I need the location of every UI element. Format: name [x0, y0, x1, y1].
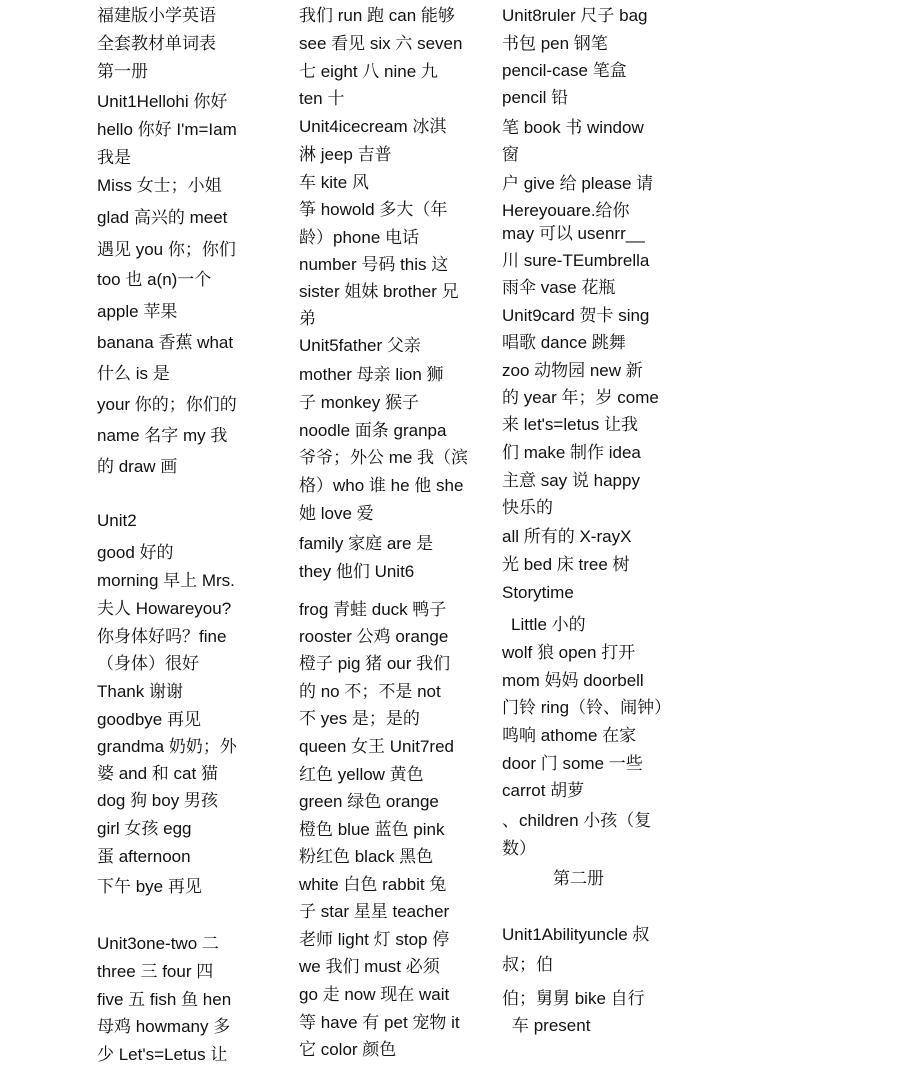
text-line: wolf 狼 open 打开 [502, 643, 636, 662]
text-line: queen 女王 Unit7red [299, 737, 454, 756]
text-line: 的 draw 画 [97, 457, 178, 476]
text-line: 子 monkey 猴子 [299, 393, 419, 412]
text-line: 窗 [502, 145, 519, 164]
text-line: 蛋 afternoon [97, 847, 191, 866]
text-line: 门铃 ring（铃、闹钟） [502, 698, 672, 717]
text-line: pencil-case 笔盒 [502, 61, 627, 80]
text-line: Unit1Abilityuncle 叔 [502, 925, 650, 944]
text-line: 少 Let's=Letus 让 [97, 1045, 228, 1064]
text-line: 七 eight 八 nine 九 [299, 62, 438, 81]
text-line: Little 小的 [511, 615, 586, 634]
text-line: 等 have 有 pet 宠物 it [299, 1013, 460, 1032]
text-line: 书包 pen 钢笔 [502, 34, 608, 53]
text-line: name 名字 my 我 [97, 426, 228, 445]
text-line: Unit2 [97, 511, 137, 530]
text-line: 爷爷；外公 me 我（滨 [299, 448, 469, 467]
text-line: number 号码 this 这 [299, 255, 449, 274]
text-line: 川 sure-TEumbrella [502, 251, 650, 270]
text-line: Unit1Hellohi 你好 [97, 92, 228, 111]
text-line: 婆 and 和 cat 猫 [97, 764, 218, 783]
text-line: girl 女孩 egg [97, 819, 192, 838]
text-line: 你身体好吗？fine [97, 627, 227, 646]
text-line: dog 狗 boy 男孩 [97, 791, 218, 810]
text-line: 车 kite 风 [299, 173, 369, 192]
text-line: 雨伞 vase 花瓶 [502, 278, 616, 297]
text-line: Unit5father 父亲 [299, 336, 421, 355]
text-line: apple 苹果 [97, 302, 178, 321]
text-line: Unit8ruler 尺子 bag [502, 6, 648, 25]
text-line: sister 姐妹 brother 兄 [299, 282, 459, 301]
text-line: 的 no 不；不是 not [299, 682, 441, 701]
text-line: 、children 小孩（复 [502, 811, 652, 830]
text-line: 户 give 给 please 请 [502, 174, 654, 193]
text-line: rooster 公鸡 orange [299, 627, 449, 646]
text-line: go 走 now 现在 wait [299, 985, 450, 1004]
text-line: 叔；伯 [502, 955, 553, 974]
text-line: three 三 four 四 [97, 962, 214, 981]
text-line: 淋 jeep 吉普 [299, 145, 392, 164]
text-line: too 也 a(n)一个 [97, 270, 212, 289]
text-line: zoo 动物园 new 新 [502, 361, 643, 380]
text-line: 全套教材单词表 [97, 34, 216, 53]
text-line: 鸣响 athome 在家 [502, 726, 637, 745]
text-line: may 可以 usenrr__ [502, 224, 645, 243]
text-line: door 门 some 一些 [502, 754, 643, 773]
text-line: Unit4icecream 冰淇 [299, 117, 447, 136]
text-line: 数） [502, 839, 536, 858]
text-line: 笔 book 书 window [502, 118, 644, 137]
text-line: all 所有的 X-rayX [502, 527, 632, 546]
text-line: frog 青蛙 duck 鸭子 [299, 600, 447, 619]
text-line: 们 make 制作 idea [502, 443, 641, 462]
text-line: your 你的；你们的 [97, 395, 237, 414]
text-line: （身体）很好 [97, 654, 199, 673]
text-line: 它 color 颜色 [299, 1040, 397, 1059]
text-line: carrot 胡萝 [502, 781, 585, 800]
text-line: 不 yes 是；是的 [299, 709, 420, 728]
text-line: 车 present [512, 1016, 591, 1035]
text-line: 老师 light 灯 stop 停 [299, 930, 450, 949]
text-line: 光 bed 床 tree 树 [502, 555, 630, 574]
text-line: 第一册 [97, 62, 148, 81]
text-line: 我们 run 跑 can 能够 [299, 6, 455, 25]
text-line: 下午 bye 再见 [97, 877, 202, 896]
text-line: 主意 say 说 happy [502, 471, 640, 490]
text-line: hello 你好 I'm=Iam [97, 120, 237, 139]
text-line: family 家庭 are 是 [299, 534, 434, 553]
text-line: Unit9card 贺卡 sing [502, 306, 650, 325]
text-line: Unit3one-two 二 [97, 934, 219, 953]
text-line: Hereyouare.给你 [502, 201, 630, 220]
text-line: 格）who 谁 he 他 she [299, 476, 464, 495]
text-line: 弟 [299, 309, 316, 328]
text-line: 快乐的 [502, 498, 553, 517]
text-line: mother 母亲 lion 狮 [299, 365, 444, 384]
text-line: 唱歌 dance 跳舞 [502, 333, 626, 352]
text-line: Miss 女士；小姐 [97, 176, 222, 195]
text-line: ten 十 [299, 89, 345, 108]
text-line: 遇见 you 你；你们 [97, 240, 236, 259]
text-line: green 绿色 orange [299, 792, 439, 811]
text-line: white 白色 rabbit 兔 [299, 875, 447, 894]
text-line: banana 香蕉 what [97, 333, 234, 352]
text-line: 粉红色 black 黑色 [299, 847, 434, 866]
text-line: 筝 howold 多大（年 [299, 200, 448, 219]
text-line: 橙色 blue 蓝色 pink [299, 820, 445, 839]
text-line: goodbye 再见 [97, 710, 201, 729]
text-line: 伯；舅舅 bike 自行 [502, 989, 645, 1008]
text-line: 第二册 [553, 869, 604, 888]
text-line: 什么 is 是 [97, 364, 170, 383]
text-line: five 五 fish 鱼 hen [97, 990, 232, 1009]
text-line: 的 year 年；岁 come [502, 388, 659, 407]
text-line: we 我们 must 必须 [299, 957, 440, 976]
text-line: 夫人 Howareyou? [97, 599, 232, 618]
text-line: 来 let's=letus 让我 [502, 415, 638, 434]
text-line: 龄）phone 电话 [299, 228, 419, 247]
text-line: pencil 铅 [502, 88, 569, 107]
text-line: 红色 yellow 黄色 [299, 765, 424, 784]
text-line: glad 高兴的 meet [97, 208, 228, 227]
text-line: they 他们 Unit6 [299, 562, 415, 581]
text-line: grandma 奶奶；外 [97, 737, 237, 756]
text-line: 子 star 星星 teacher [299, 902, 450, 921]
text-line: 福建版小学英语 [97, 6, 216, 25]
text-line: noodle 面条 granpa [299, 421, 447, 440]
text-line: see 看见 six 六 seven [299, 34, 463, 53]
text-line: 橙子 pig 猪 our 我们 [299, 654, 451, 673]
text-line: Storytime [502, 583, 574, 602]
text-line: good 好的 [97, 543, 174, 562]
text-line: 我是 [97, 148, 131, 167]
text-line: 母鸡 howmany 多 [97, 1017, 231, 1036]
text-line: morning 早上 Mrs. [97, 571, 235, 590]
text-line: 她 love 爱 [299, 504, 374, 523]
text-line: Thank 谢谢 [97, 682, 183, 701]
text-line: mom 妈妈 doorbell [502, 671, 644, 690]
